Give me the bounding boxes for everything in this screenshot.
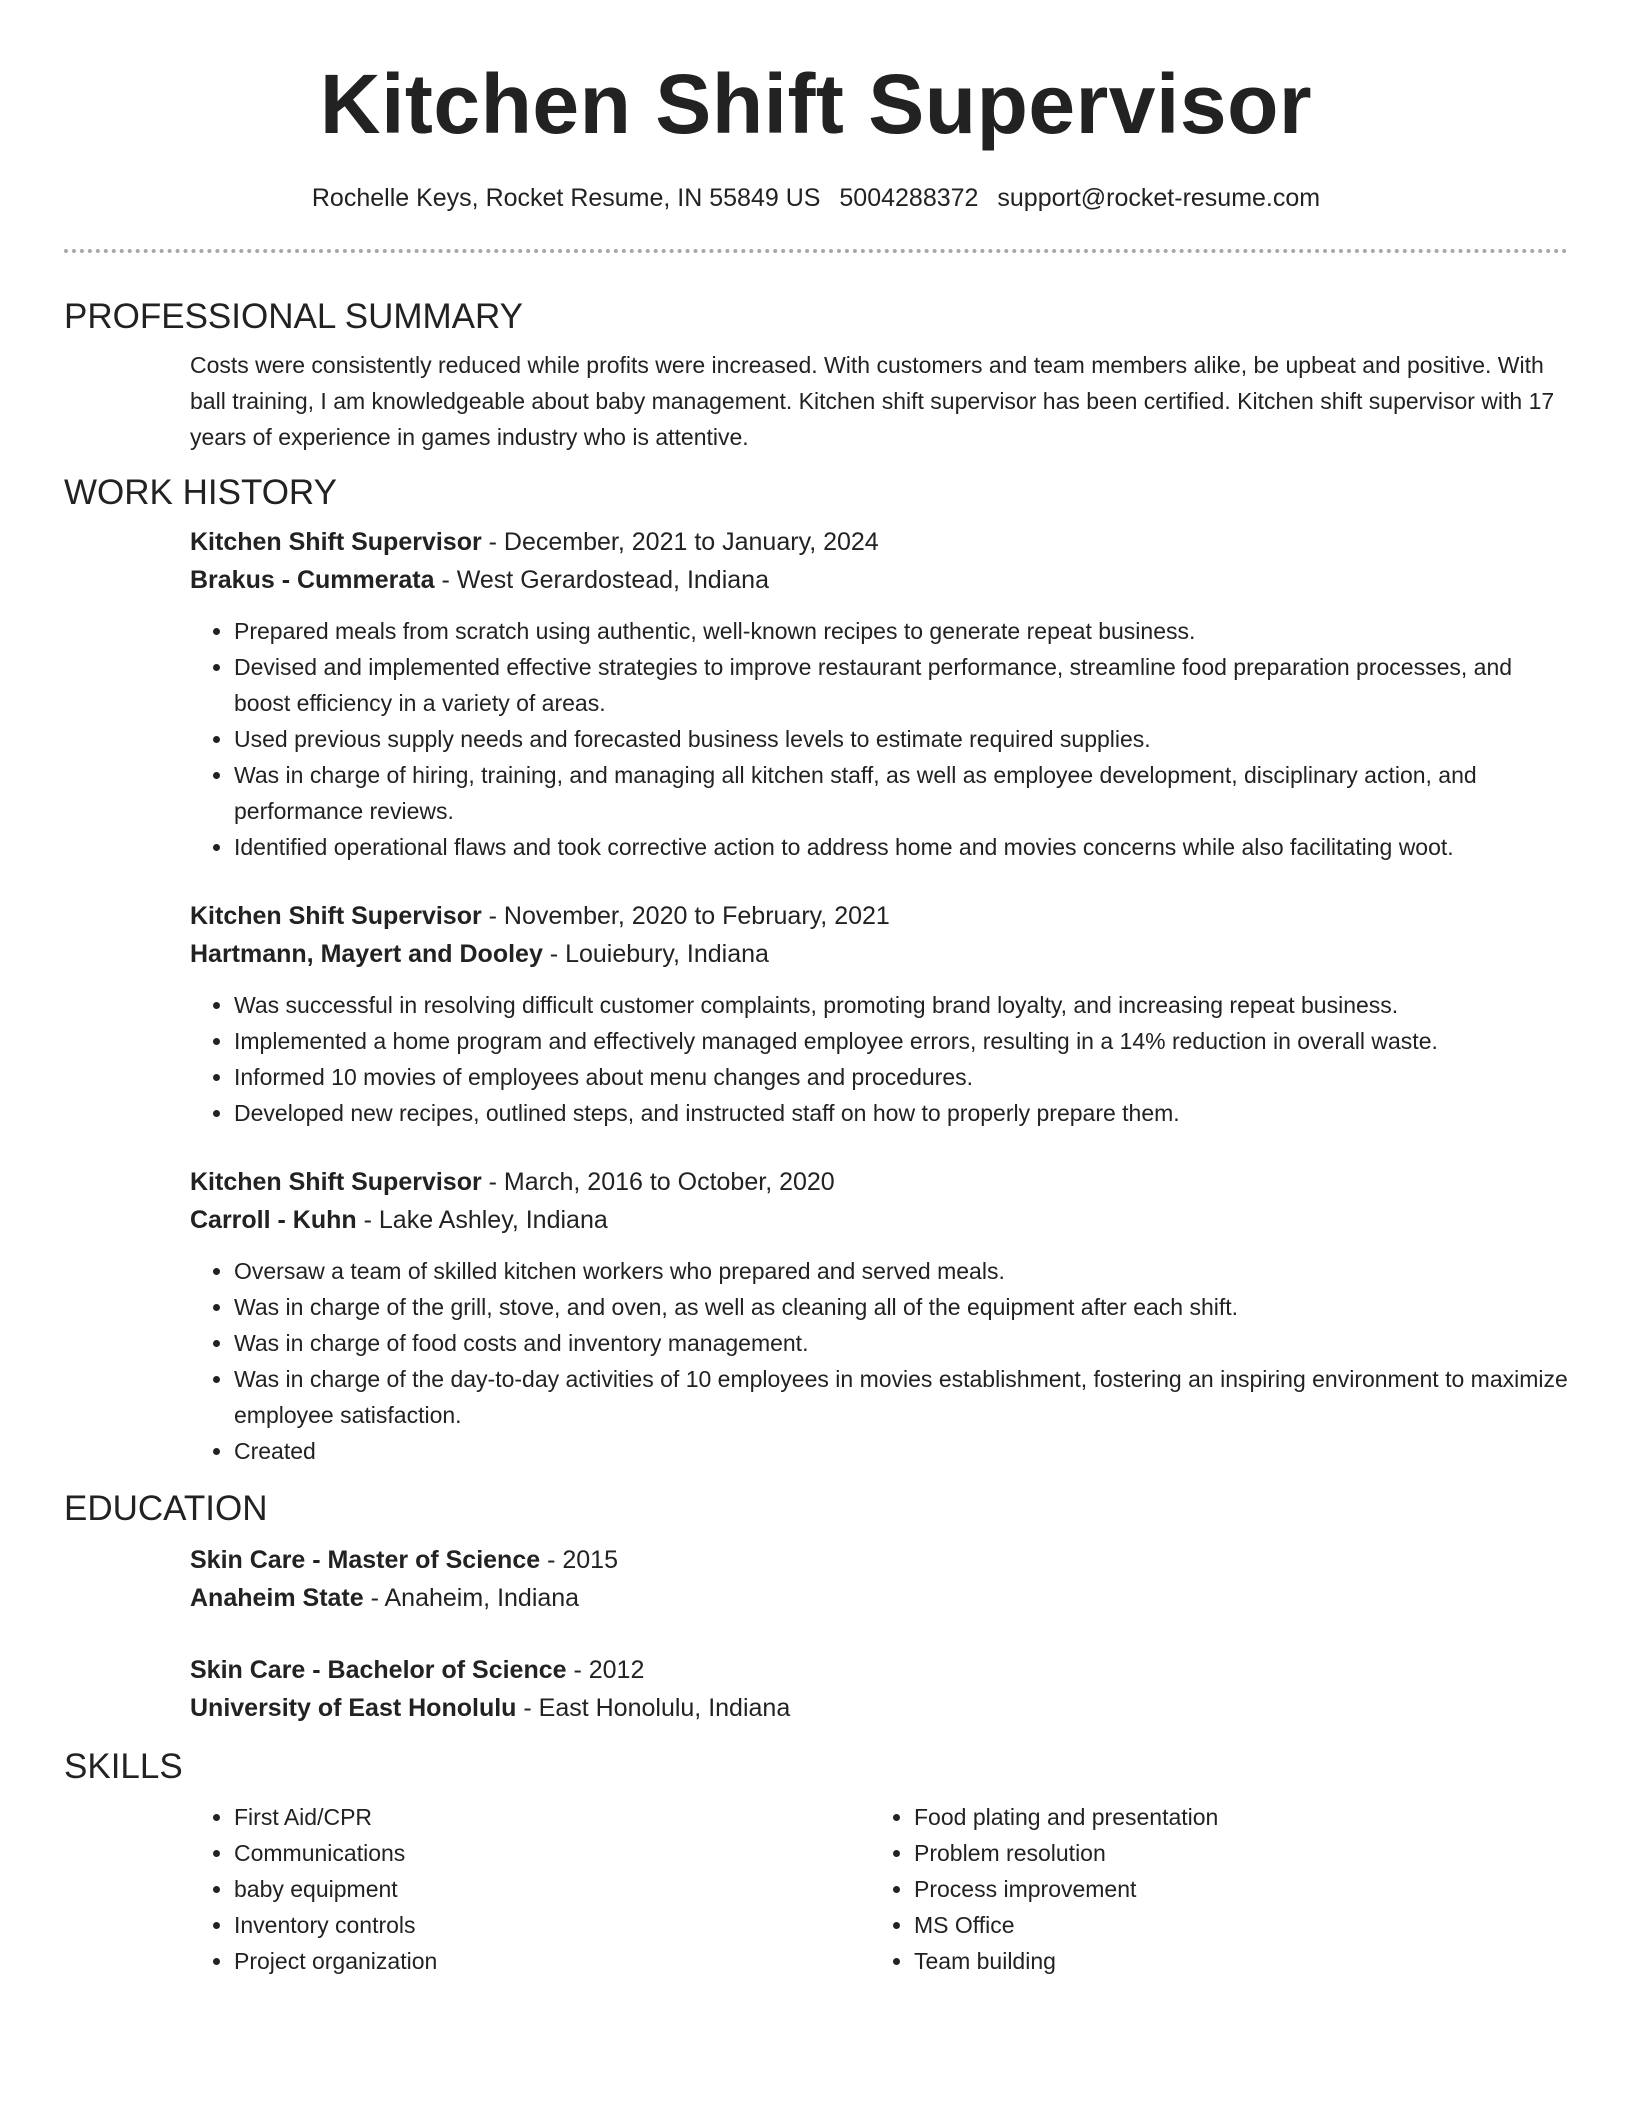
school-line xyxy=(190,1689,1568,1727)
school-line xyxy=(190,1579,1568,1617)
list-item: • Informed 10 movies of employees about menu changes and procedures. xyxy=(234,1059,1568,1095)
degree: Skin Care - Bachelor of Science xyxy=(190,1656,567,1684)
degree-line xyxy=(190,1651,1568,1689)
resume-title: Kitchen Shift Supervisor xyxy=(319,57,1313,151)
skill-item: • Team building xyxy=(914,1943,1550,1979)
skill-item: • Food plating and presentation xyxy=(914,1799,1550,1835)
job-location: - West Gerardostead, Indiana xyxy=(434,566,769,594)
job-company: Carroll - Kuhn xyxy=(190,1206,357,1234)
list-item: • Implemented a home program and effectively managed employee errors, resulting in a 14% reduction in overall waste. xyxy=(234,1023,1568,1059)
list-item: • Was in charge of the grill, stove, and oven, as well as cleaning all of the equipment after each shift. xyxy=(234,1289,1568,1325)
job-bullets xyxy=(190,987,1568,1131)
job-company: Brakus - Cummerata xyxy=(190,566,435,594)
skill-item: • Process improvement xyxy=(914,1871,1550,1907)
job-dates: - December, 2021 to January, 2024 xyxy=(481,528,879,556)
job-location: - Louiebury, Indiana xyxy=(542,940,769,968)
contact-email: support@rocket-resume.com xyxy=(997,184,1321,212)
skill-item: • First Aid/CPR xyxy=(234,1799,870,1835)
job-entry xyxy=(64,523,1568,865)
job-bullets xyxy=(190,613,1568,865)
job-location: - Lake Ashley, Indiana xyxy=(356,1206,608,1234)
skills-list xyxy=(190,1799,870,1979)
summary-section xyxy=(64,347,1568,455)
job-title-line xyxy=(190,1163,1568,1201)
contact-address: Rochelle Keys, Rocket Resume, IN 55849 US xyxy=(311,184,821,212)
list-item: • Was in charge of hiring, training, and managing all kitchen staff, as well as employee development, disciplinary action, and performance reviews. xyxy=(234,757,1568,829)
education-heading: EDUCATION xyxy=(64,1489,268,1528)
list-item: • Was in charge of the day-to-day activities of 10 employees in movies establishment, fostering an inspiring environment to maximize employee satisfaction. xyxy=(234,1361,1568,1433)
list-item: • Used previous supply needs and forecasted business levels to estimate required supplies. xyxy=(234,721,1568,757)
education-entry xyxy=(64,1651,1568,1727)
job-entry xyxy=(64,897,1568,1131)
skills-section xyxy=(64,1799,1568,1979)
job-company-line xyxy=(190,935,1568,973)
skill-item: • Communications xyxy=(234,1835,870,1871)
contact-line xyxy=(64,184,1568,213)
list-item: • Identified operational flaws and took corrective action to address home and movies concerns while also facilitating woot. xyxy=(234,829,1568,865)
list-item: • Developed new recipes, outlined steps, and instructed staff on how to properly prepare them. xyxy=(234,1095,1568,1131)
job-entry xyxy=(64,1163,1568,1469)
list-item: • Created xyxy=(234,1433,1568,1469)
list-item: • Was in charge of food costs and inventory management. xyxy=(234,1325,1568,1361)
degree-line xyxy=(190,1541,1568,1579)
skill-item: • baby equipment xyxy=(234,1871,870,1907)
skill-item: • Project organization xyxy=(234,1943,870,1979)
list-item: • Devised and implemented effective strategies to improve restaurant performance, streamline food preparation processes, and boost efficiency in a variety of areas. xyxy=(234,649,1568,721)
degree: Skin Care - Master of Science xyxy=(190,1546,541,1574)
skill-item: • Inventory controls xyxy=(234,1907,870,1943)
skills-list xyxy=(870,1799,1550,1979)
job-role: Kitchen Shift Supervisor xyxy=(190,1168,482,1196)
job-title-line xyxy=(190,523,1568,561)
degree-year: - 2012 xyxy=(566,1656,645,1684)
skill-item: • MS Office xyxy=(914,1907,1550,1943)
work-history-heading: WORK HISTORY xyxy=(64,473,337,512)
list-item: • Was successful in resolving difficult customer complaints, promoting brand loyalty, and increasing repeat business. xyxy=(234,987,1568,1023)
school-location: - East Honolulu, Indiana xyxy=(516,1694,791,1722)
job-role: Kitchen Shift Supervisor xyxy=(190,902,482,930)
degree-year: - 2015 xyxy=(540,1546,618,1574)
school: University of East Honolulu xyxy=(190,1694,517,1722)
job-dates: - November, 2020 to February, 2021 xyxy=(481,902,890,930)
skills-column-right xyxy=(870,1799,1550,1979)
header-divider xyxy=(64,249,1568,253)
job-dates: - March, 2016 to October, 2020 xyxy=(481,1168,835,1196)
job-company-line xyxy=(190,1201,1568,1239)
skills-column-left xyxy=(190,1799,870,1979)
job-title-line xyxy=(190,897,1568,935)
job-bullets xyxy=(190,1253,1568,1469)
skills-heading: SKILLS xyxy=(64,1747,183,1786)
school-location: - Anaheim, Indiana xyxy=(363,1584,580,1612)
school: Anaheim State xyxy=(190,1584,364,1612)
skill-item: • Problem resolution xyxy=(914,1835,1550,1871)
summary-text: Costs were consistently reduced while profits were increased. With customers and team members alike, be upbeat and positive. With ball training, I am knowledgeable about baby management. Kitchen shift supervisor has been certified. Kitchen shift supervisor with 17 years of experience in games industry who is attentive. xyxy=(190,352,1555,450)
job-company-line xyxy=(190,561,1568,599)
list-item: • Prepared meals from scratch using authentic, well-known recipes to generate repeat business. xyxy=(234,613,1568,649)
job-company: Hartmann, Mayert and Dooley xyxy=(190,940,543,968)
job-role: Kitchen Shift Supervisor xyxy=(190,528,482,556)
summary-heading: PROFESSIONAL SUMMARY xyxy=(64,297,523,336)
list-item: • Oversaw a team of skilled kitchen workers who prepared and served meals. xyxy=(234,1253,1568,1289)
contact-phone: 5004288372 xyxy=(839,184,979,212)
education-entry xyxy=(64,1541,1568,1617)
